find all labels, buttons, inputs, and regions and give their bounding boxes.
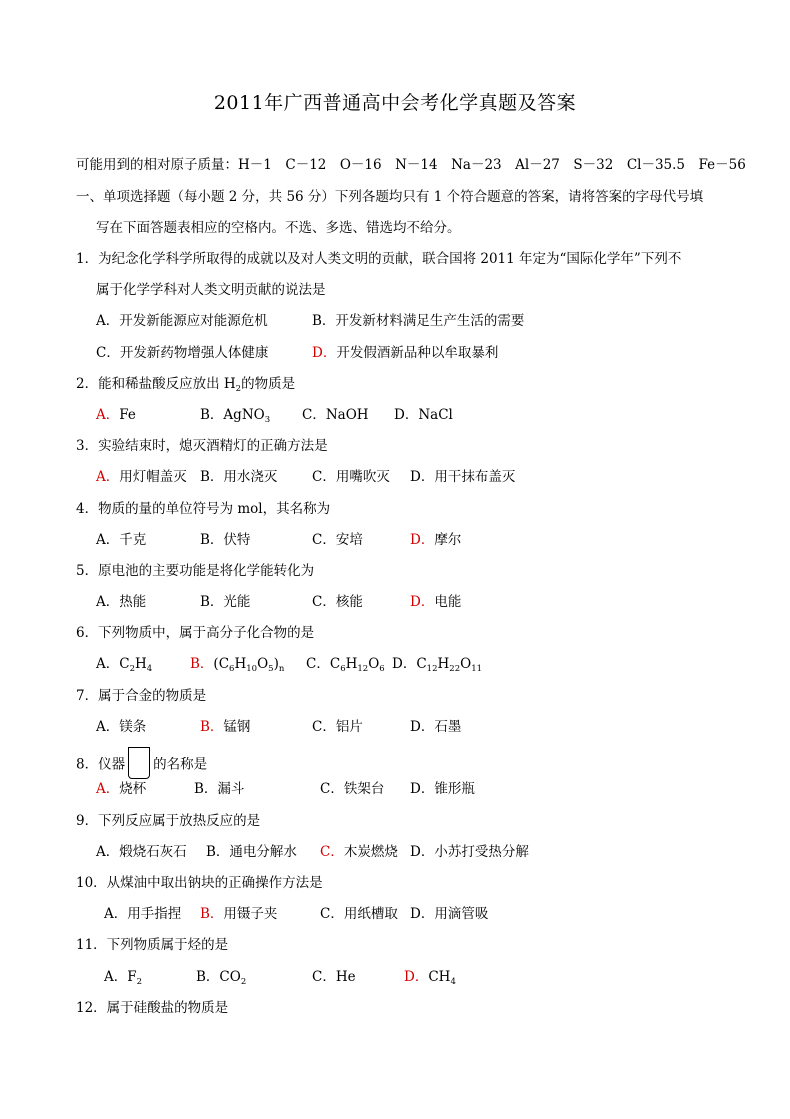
option-b: B．漏斗 [194,781,245,797]
option-d: D．用干抹布盖灭 [410,469,516,485]
option-c: C．铁架台 [320,781,385,797]
option-b: B．光能 [200,594,251,610]
option-b: B．用水浇灭 [200,469,278,485]
option-d: D．$C_{12}H_{22}O_{11}$ [392,656,483,674]
option-d: D．锥形瓶 [410,781,475,797]
option-a: A．煅烧石灰石 [96,844,187,860]
section-instructions-cont: 写在下面答题表相应的空格内。不选、多选、错选均不给分。 [96,220,461,236]
option-b-answer: B．锰钢 [200,719,251,735]
option-a-answer: A．用灯帽盖灭 [96,469,187,485]
option-a-answer: A．烧杯 [96,781,147,797]
page-title: 2011年广西普通高中会考化学真题及答案 [213,92,577,114]
option-d-answer: D．开发假酒新品种以牟取暴利 [312,345,499,361]
option-c: C．核能 [312,594,363,610]
option-b: B．伏特 [200,532,251,548]
question-8-stem: 8．仪器 的名称是 [76,749,207,781]
question-5-stem: 5．原电池的主要功能是将化学能转化为 [76,563,315,579]
question-11-stem: 11．下列物质属于烃的是 [76,937,229,953]
option-a-answer: A．Fe [96,407,136,423]
atomic-mass-line: 可能用到的相对原子质量：H－1 C－12 O－16 N－14 Na－23 Al－27 S－32 Cl－35.5 Fe－56 [76,157,746,173]
option-c-answer: C．木炭燃烧 [320,844,398,860]
beaker-figure [128,747,150,779]
option-c: C．铝片 [312,719,363,735]
option-c: C．开发新药物增强人体健康 [96,345,269,361]
option-d: D．NaCl [394,407,453,423]
option-c: C．$C_6H_{12}O_6$ [306,656,385,674]
option-c: C．安培 [312,532,363,548]
question-1-stem-cont: 属于化学学科对人类文明贡献的说法是 [96,282,326,298]
option-a: A．$C_2H_4$ [96,656,153,674]
option-b-answer: B．用镊子夹 [200,906,278,922]
question-2-stem: 2．能和稀盐酸反应放出 $H_2$的物质是 [76,376,296,394]
question-7-stem: 7．属于合金的物质是 [76,688,207,704]
option-a: A．用手指捏 [104,906,182,922]
option-b: B．开发新材料满足生产生活的需要 [312,313,525,329]
option-d: D．石墨 [410,719,462,735]
option-d: D．用滴管吸 [410,906,489,922]
option-d: D．小苏打受热分解 [410,844,529,860]
option-a: A．热能 [96,594,147,610]
option-d-answer: D．电能 [410,594,462,610]
question-9-stem: 9．下列反应属于放热反应的是 [76,813,261,829]
option-b: B．$CO_2$ [196,969,247,987]
question-3-stem: 3．实验结束时，熄灭酒精灯的正确方法是 [76,438,328,454]
option-b-answer: B．$(C_6H_{10}O_5)_n$ [190,656,285,674]
option-c: C．NaOH [302,407,369,423]
question-6-stem: 6．下列物质中，属于高分子化合物的是 [76,625,315,641]
option-d-answer: D．$CH_4$ [404,969,456,987]
option-c: C．He [312,969,356,985]
option-a: A．$F_2$ [104,969,143,987]
option-a: A．镁条 [96,719,147,735]
option-b: B．通电分解水 [206,844,297,860]
question-12-stem: 12．属于硅酸盐的物质是 [76,1000,229,1016]
question-4-stem: 4．物质的量的单位符号为 mol，其名称为 [76,501,331,517]
question-1-stem: 1．为纪念化学科学所取得的成就以及对人类文明的贡献，联合国将 2011 年定为“国际化学年”下列不 [76,251,682,267]
option-c: C．用嘴吹灭 [312,469,390,485]
option-b: B．AgNO$_3$ [200,407,271,425]
option-d-answer: D．摩尔 [410,532,462,548]
question-10-stem: 10．从煤油中取出钠块的正确操作方法是 [76,875,323,891]
section-instructions: 一、单项选择题（每小题 2 分，共 56 分）下列各题均只有 1 个符合题意的答案，请将答案的字母代号填 [76,189,704,205]
option-c: C．用纸槽取 [320,906,398,922]
option-a: A．千克 [96,532,147,548]
option-a: A．开发新能源应对能源危机 [96,313,268,329]
